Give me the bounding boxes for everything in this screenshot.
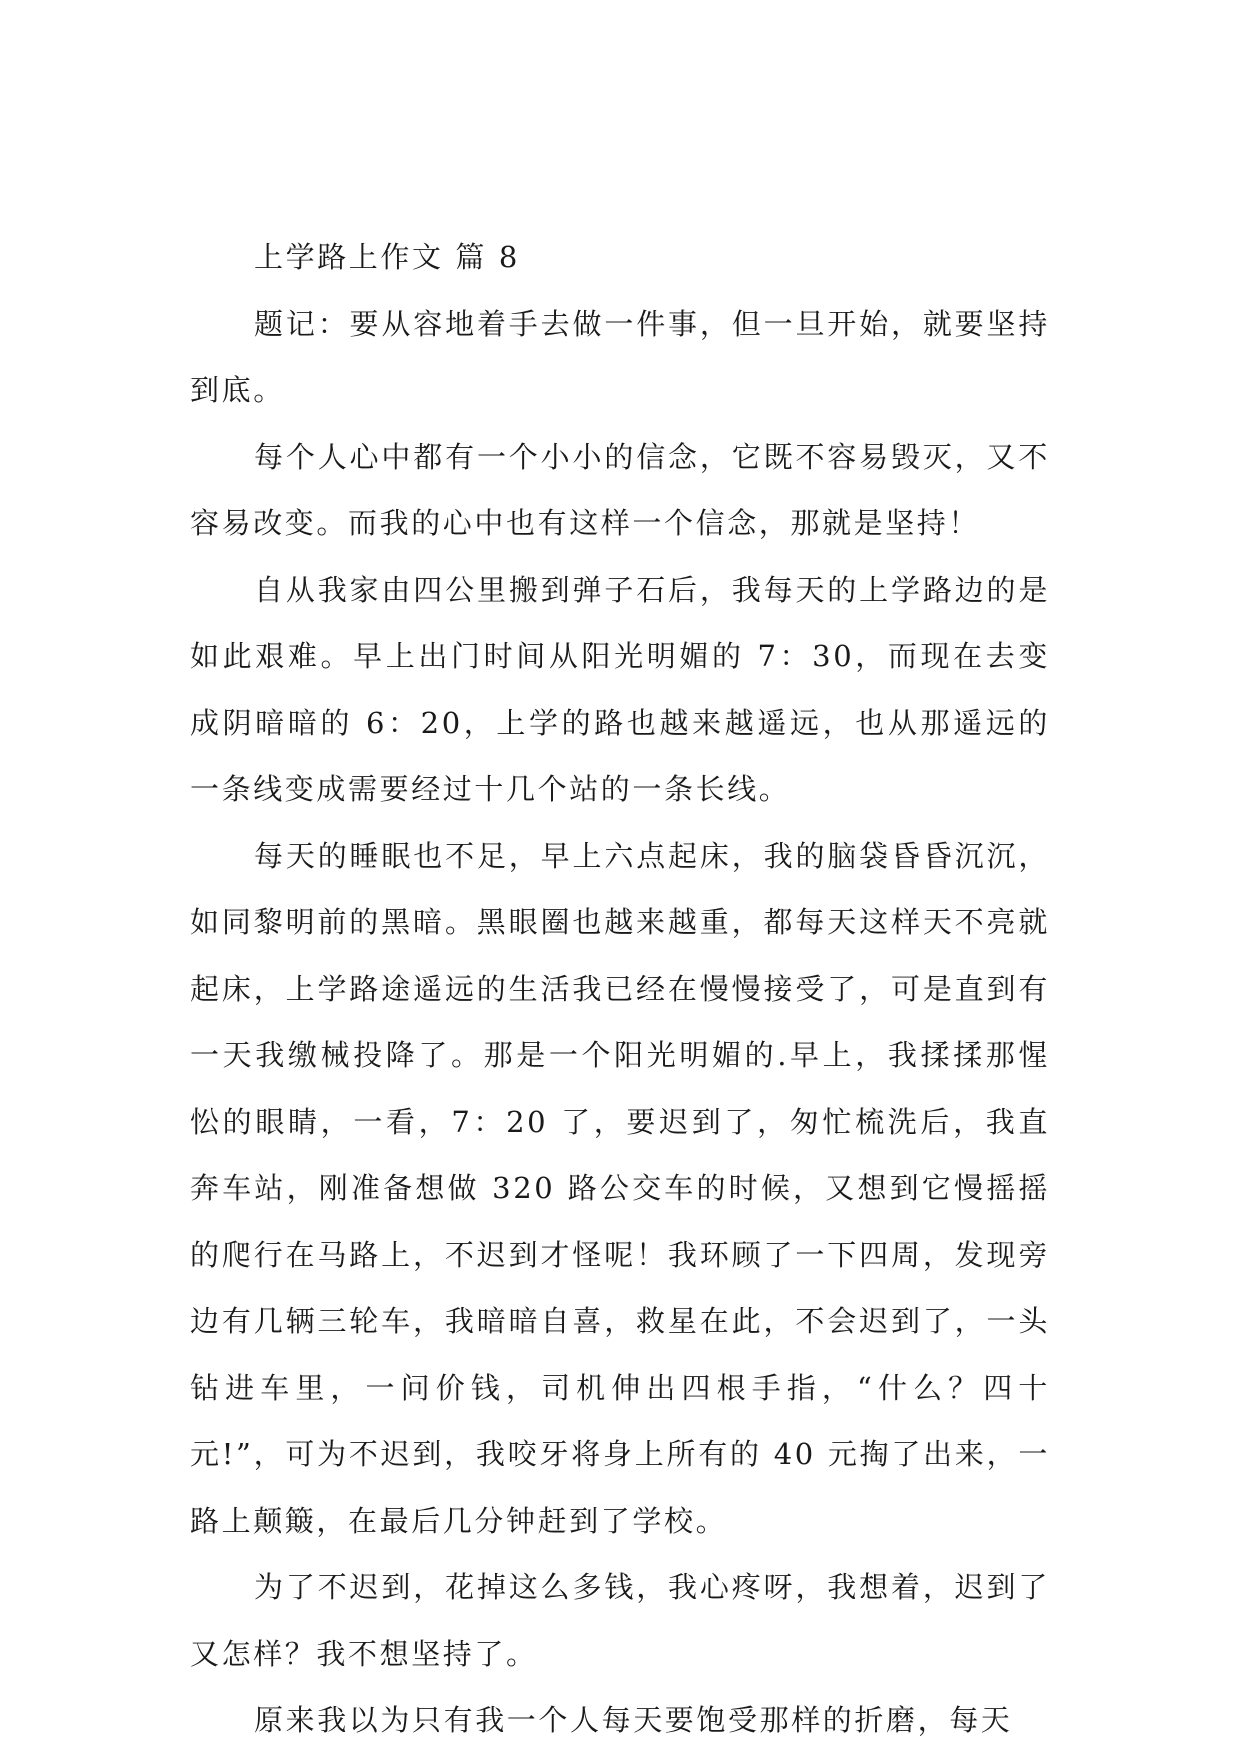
paragraph-epigraph: 题记：要从容地着手去做一件事，但一旦开始，就要坚持到底。 bbox=[190, 306, 1050, 407]
paragraph-realization: 原来我以为只有我一个人每天要饱受那样的折磨，每天 bbox=[254, 1703, 1013, 1737]
paragraph-late-morning: 每天的睡眠也不足，早上六点起床，我的脑袋昏昏沉沉，如同黎明前的黑暗。黑眼圈也越来越重，都每天这样天不亮就起床，上学路途遥远的生活我已经在慢慢接受了，可是直到有一天我缴械投降了。那是一个阳光明媚的.早上，我揉揉那惺忪的眼睛，一看，7：20 了，要迟到了，匆忙梳洗后，我直奔车站，刚准备想做 320 路公交车的时候，又想到它慢摇摇的爬行在马路上，不迟到才怪呢！我环顾了一下四周，发现旁边有几辆三轮车，我暗暗自喜，救星在此，不会迟到了，一头钻进车里，一问价钱，司机伸出四根手指，“什么？四十元!”，可为不迟到，我咬牙将身上所有的 40 元掏了出来，一路上颠簸，在最后几分钟赶到了学校。 bbox=[190, 838, 1050, 1538]
paragraph-moving: 自从我家由四公里搬到弹子石后，我每天的上学路边的是如此艰难。早上出门时间从阳光明媚的 7：30，而现在去变成阴暗暗的 6：20，上学的路也越来越遥远，也从那遥远的一条线变成需要经过十几个站的一条长线。 bbox=[190, 572, 1050, 806]
document-title: 上学路上作文 篇 8 bbox=[254, 240, 520, 274]
paragraph-give-up: 为了不迟到，花掉这么多钱，我心疼呀，我想着，迟到了又怎样？我不想坚持了。 bbox=[190, 1570, 1050, 1671]
paragraph-belief: 每个人心中都有一个小小的信念，它既不容易毁灭，又不容易改变。而我的心中也有这样一个信念，那就是坚持！ bbox=[190, 439, 1050, 540]
document-body bbox=[190, 224, 1050, 1754]
